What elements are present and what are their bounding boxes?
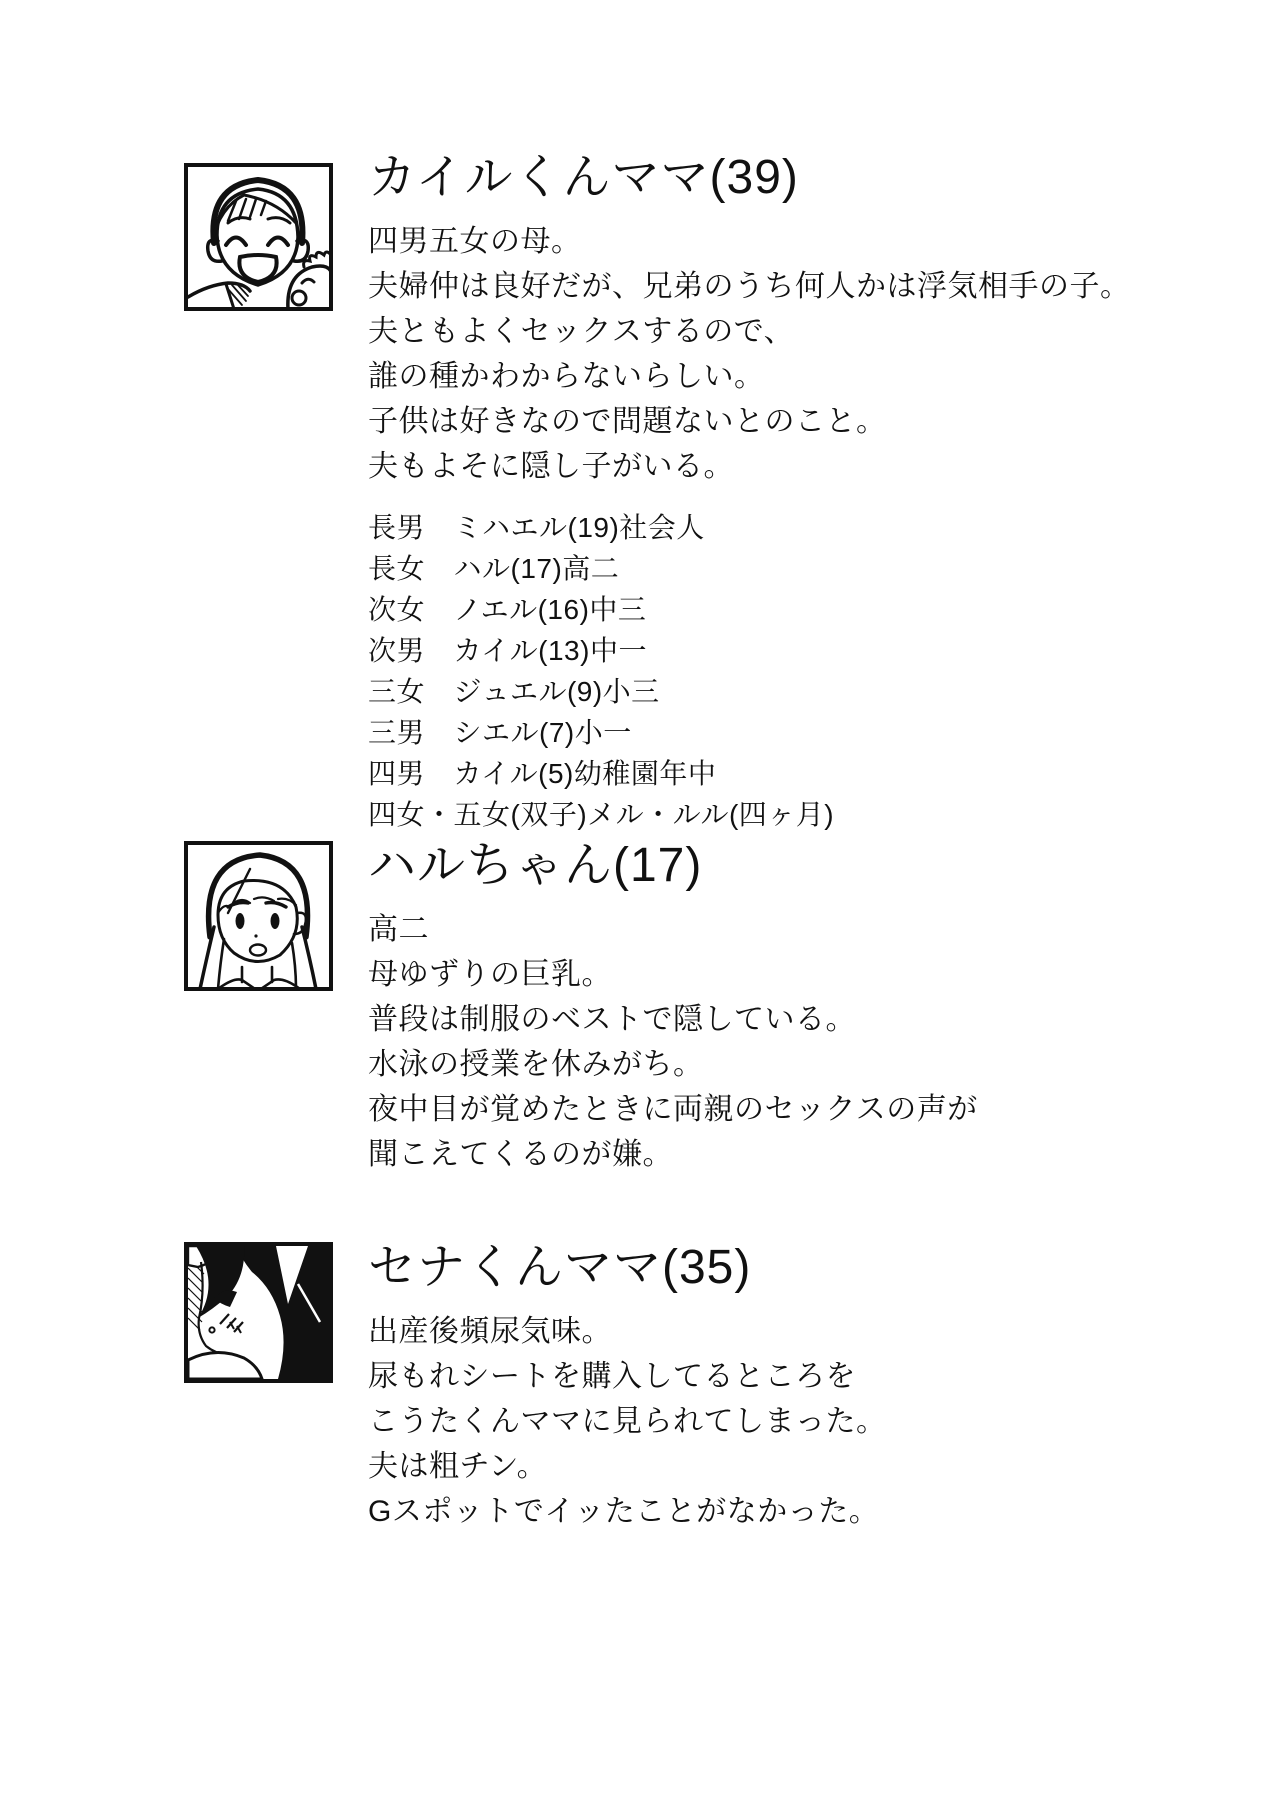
description-line: 夫もよそに隠し子がいる。: [368, 450, 734, 483]
child-entry: 長男 ミハエル(19)社会人: [368, 512, 705, 543]
kyle-mama-portrait: [184, 163, 333, 311]
description-line: 夫は粗チン。: [368, 1450, 548, 1483]
child-entry: 三男 シエル(7)小一: [368, 717, 632, 748]
child-entry: 三女 ジュエル(9)小三: [368, 676, 660, 707]
description-line: 普段は制服のベストで隠している。: [368, 1003, 856, 1036]
profile-description: [368, 907, 1228, 1177]
child-entry: 次女 ノエル(16)中三: [368, 594, 647, 625]
description-line: 夫婦仲は良好だが、兄弟のうち何人かは浮気相手の子。: [368, 270, 1131, 303]
children-list: [368, 507, 1228, 835]
haru-chan-portrait: [184, 841, 333, 991]
haru-chan-portrait-icon: [184, 841, 333, 991]
profile-name: ハルちゃん(17): [368, 839, 703, 892]
sena-mama-portrait-icon: [184, 1242, 333, 1383]
child-entry: 四男 カイル(5)幼稚園年中: [368, 758, 717, 789]
profile-text-column: [368, 838, 1228, 1177]
description-line: こうたくんママに見られてしまった。: [368, 1405, 887, 1438]
description-line: 聞こえてくるのが嫌。: [368, 1138, 673, 1171]
sena-mama-portrait: [184, 1242, 333, 1383]
description-line: 夫ともよくセックスするので、: [368, 315, 795, 348]
kyle-mama-portrait-icon: [184, 163, 333, 311]
description-line: 四男五女の母。: [368, 225, 582, 258]
description-line: 母ゆずりの巨乳。: [368, 958, 612, 991]
description-line: 誰の種かわからないらしい。: [368, 360, 765, 393]
description-line: 子供は好きなので問題ないとのこと。: [368, 405, 887, 438]
child-entry: 長女 ハル(17)高二: [368, 553, 620, 584]
profile-name: セナくんママ(35): [368, 1241, 752, 1294]
description-line: Gスポットでイッたことがなかった。: [368, 1495, 880, 1528]
profile-description: [368, 219, 1228, 489]
profile-text-column: [368, 150, 1228, 835]
description-line: 水泳の授業を休みがち。: [368, 1048, 704, 1081]
description-line: 尿もれシートを購入してるところを: [368, 1360, 856, 1393]
child-entry: 四女・五女(双子)メル・ルル(四ヶ月): [368, 799, 835, 830]
profile-name: カイルくんママ(39): [368, 151, 799, 204]
description-line: 高二: [368, 913, 429, 946]
description-line: 夜中目が覚めたときに両親のセックスの声が: [368, 1093, 978, 1126]
profile-description: [368, 1309, 1228, 1534]
description-line: 出産後頻尿気味。: [368, 1315, 612, 1348]
child-entry: 次男 カイル(13)中一: [368, 635, 647, 666]
profile-text-column: [368, 1240, 1228, 1534]
